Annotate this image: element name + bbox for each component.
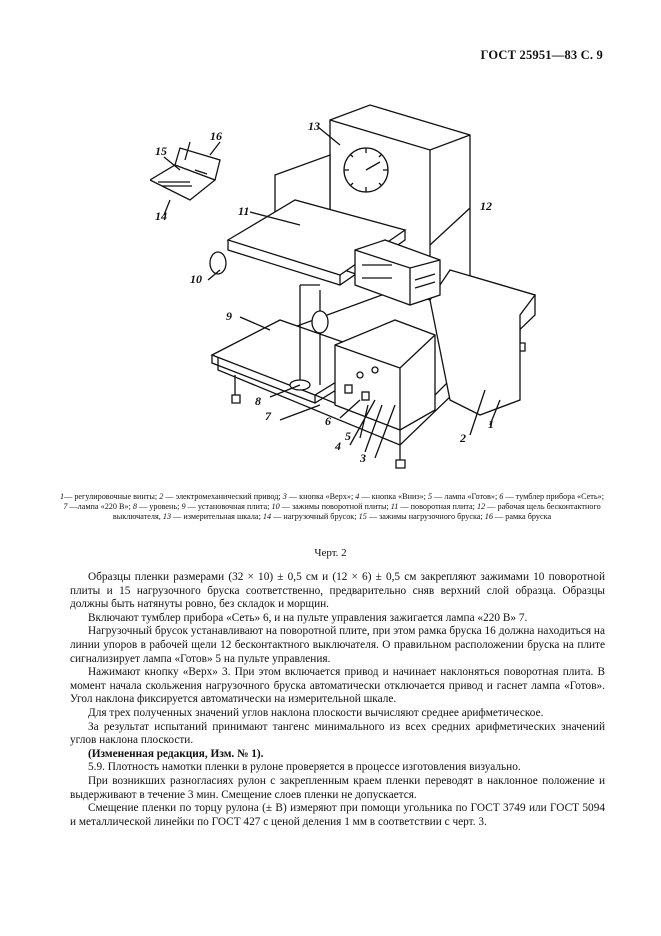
caption-item: 3 — кнопка «Верх»; xyxy=(282,492,356,501)
figure-label: 14 xyxy=(155,209,167,223)
figure-label: 16 xyxy=(210,129,222,143)
figure-title: Черт. 2 xyxy=(314,547,347,559)
paragraph: За результат испытаний принимают тангенс минимального из всех средних арифметических значений углов наклона плоскости. xyxy=(70,720,605,747)
caption-item: 10 — зажимы поворотной плиты; xyxy=(271,502,391,511)
caption-item: 2 — электромеханический привод; xyxy=(159,492,283,501)
figure-label: 2 xyxy=(460,431,466,445)
figure-label: 4 xyxy=(335,439,341,453)
figure-label: 11 xyxy=(238,204,250,218)
caption-item: 14 — нагрузочный брусок; xyxy=(262,512,359,521)
caption-item: 12 — рабочая щель бесконтактного выключателя, xyxy=(112,502,601,521)
clamp-knob xyxy=(312,311,328,333)
paragraph: Смещение пленки по торцу рулона (± В) измеряют при помощи угольника по ГОСТ 3749 или ГОСТ 5094 и металлической линейки по ГОСТ 427 с ценой деления 1 мм в соответствии с черт. 3. xyxy=(70,802,605,828)
caption-item: 5 — лампа «Готов»; xyxy=(428,492,500,501)
figure-label: 1 xyxy=(488,417,494,431)
figure-label: 8 xyxy=(255,394,261,408)
figure-label: 9 xyxy=(226,309,232,323)
figure-label: 5 xyxy=(345,429,351,443)
figure-label: 15 xyxy=(155,144,167,158)
page-header: ГОСТ 25951—83 С. 9 xyxy=(480,48,603,62)
paragraph: Нагрузочный брусок устанавливают на поворотной плите, при этом рамка бруска 16 должна находиться на линии упоров в рабочей щели 12 бесконтактного выключателя. О правильном расположении бруска на плите сигнализирует лампа «Готов» 5 на пульте управления. xyxy=(70,625,605,665)
paragraph: При возникших разногласиях рулон с закрепленным краем пленки переводят в наклонное положение и выдерживают в течение 3 мин. Смещение слоев пленки не допускается. xyxy=(70,774,605,801)
paragraph: Для трех полученных значений углов наклона плоскости вычисляют среднее арифметическое. xyxy=(88,706,544,719)
figure-label: 12 xyxy=(480,199,492,213)
figure-label: 7 xyxy=(265,409,271,423)
caption-item: 16 — рамка бруска xyxy=(484,512,552,521)
amendment-note: (Измененная редакция, Изм. № 1). xyxy=(88,747,264,760)
caption-item: 8 — уровень; xyxy=(132,502,182,511)
caption-item: 9 — установочная плита; xyxy=(181,502,272,511)
paragraph: 5.9. Плотность намотки пленки в рулоне проверяется в процессе изготовления визуально. xyxy=(88,761,521,774)
caption-item: 15 — зажимы нагрузочного бруска; xyxy=(358,512,485,521)
apparatus-drawing xyxy=(150,100,550,485)
caption-item: 7 —лампа «220 В»; xyxy=(63,502,133,511)
figure-label: 3 xyxy=(360,451,366,465)
figure-label: 10 xyxy=(190,272,202,286)
paragraph: Включают тумблер прибора «Сеть» 6, и на пульте управления зажигается лампа «220 В» 7. xyxy=(88,611,528,624)
clamp-knob xyxy=(210,252,226,274)
figure-label: 13 xyxy=(308,119,320,133)
caption-item: 6 — тумблер прибора «Сеть»; xyxy=(499,492,604,501)
body-text xyxy=(70,571,605,829)
caption-item: 4 — кнопка «Вниз»; xyxy=(355,492,429,501)
caption-item: 13 — измерительная шкала; xyxy=(162,512,263,521)
figure-label: 6 xyxy=(325,414,331,428)
figure-caption xyxy=(58,492,606,522)
paragraph: Нажимают кнопку «Верх» 3. При этом включается привод и начинает наклоняться поворотная плита. В момент начала скольжения нагрузочного бруска автоматически отключается привод и гаснет лампа «Готов». Угол наклона фиксируется автоматически на измерительной шкале. xyxy=(70,666,605,706)
caption-item: 11 — поворотная плита; xyxy=(390,502,477,511)
paragraph: Образцы пленки размерами (32 × 10) ± 0,5 см и (12 × 6) ± 0,5 см закрепляют зажимами 10 поворотной плиты и 15 нагрузочного бруска соответственно, предварительно сняв верхний слой образца. Образцы должны быть натянуты ровно, без складок и морщин. xyxy=(70,571,605,611)
caption-item: 1— регулировочные винты; xyxy=(60,492,160,501)
